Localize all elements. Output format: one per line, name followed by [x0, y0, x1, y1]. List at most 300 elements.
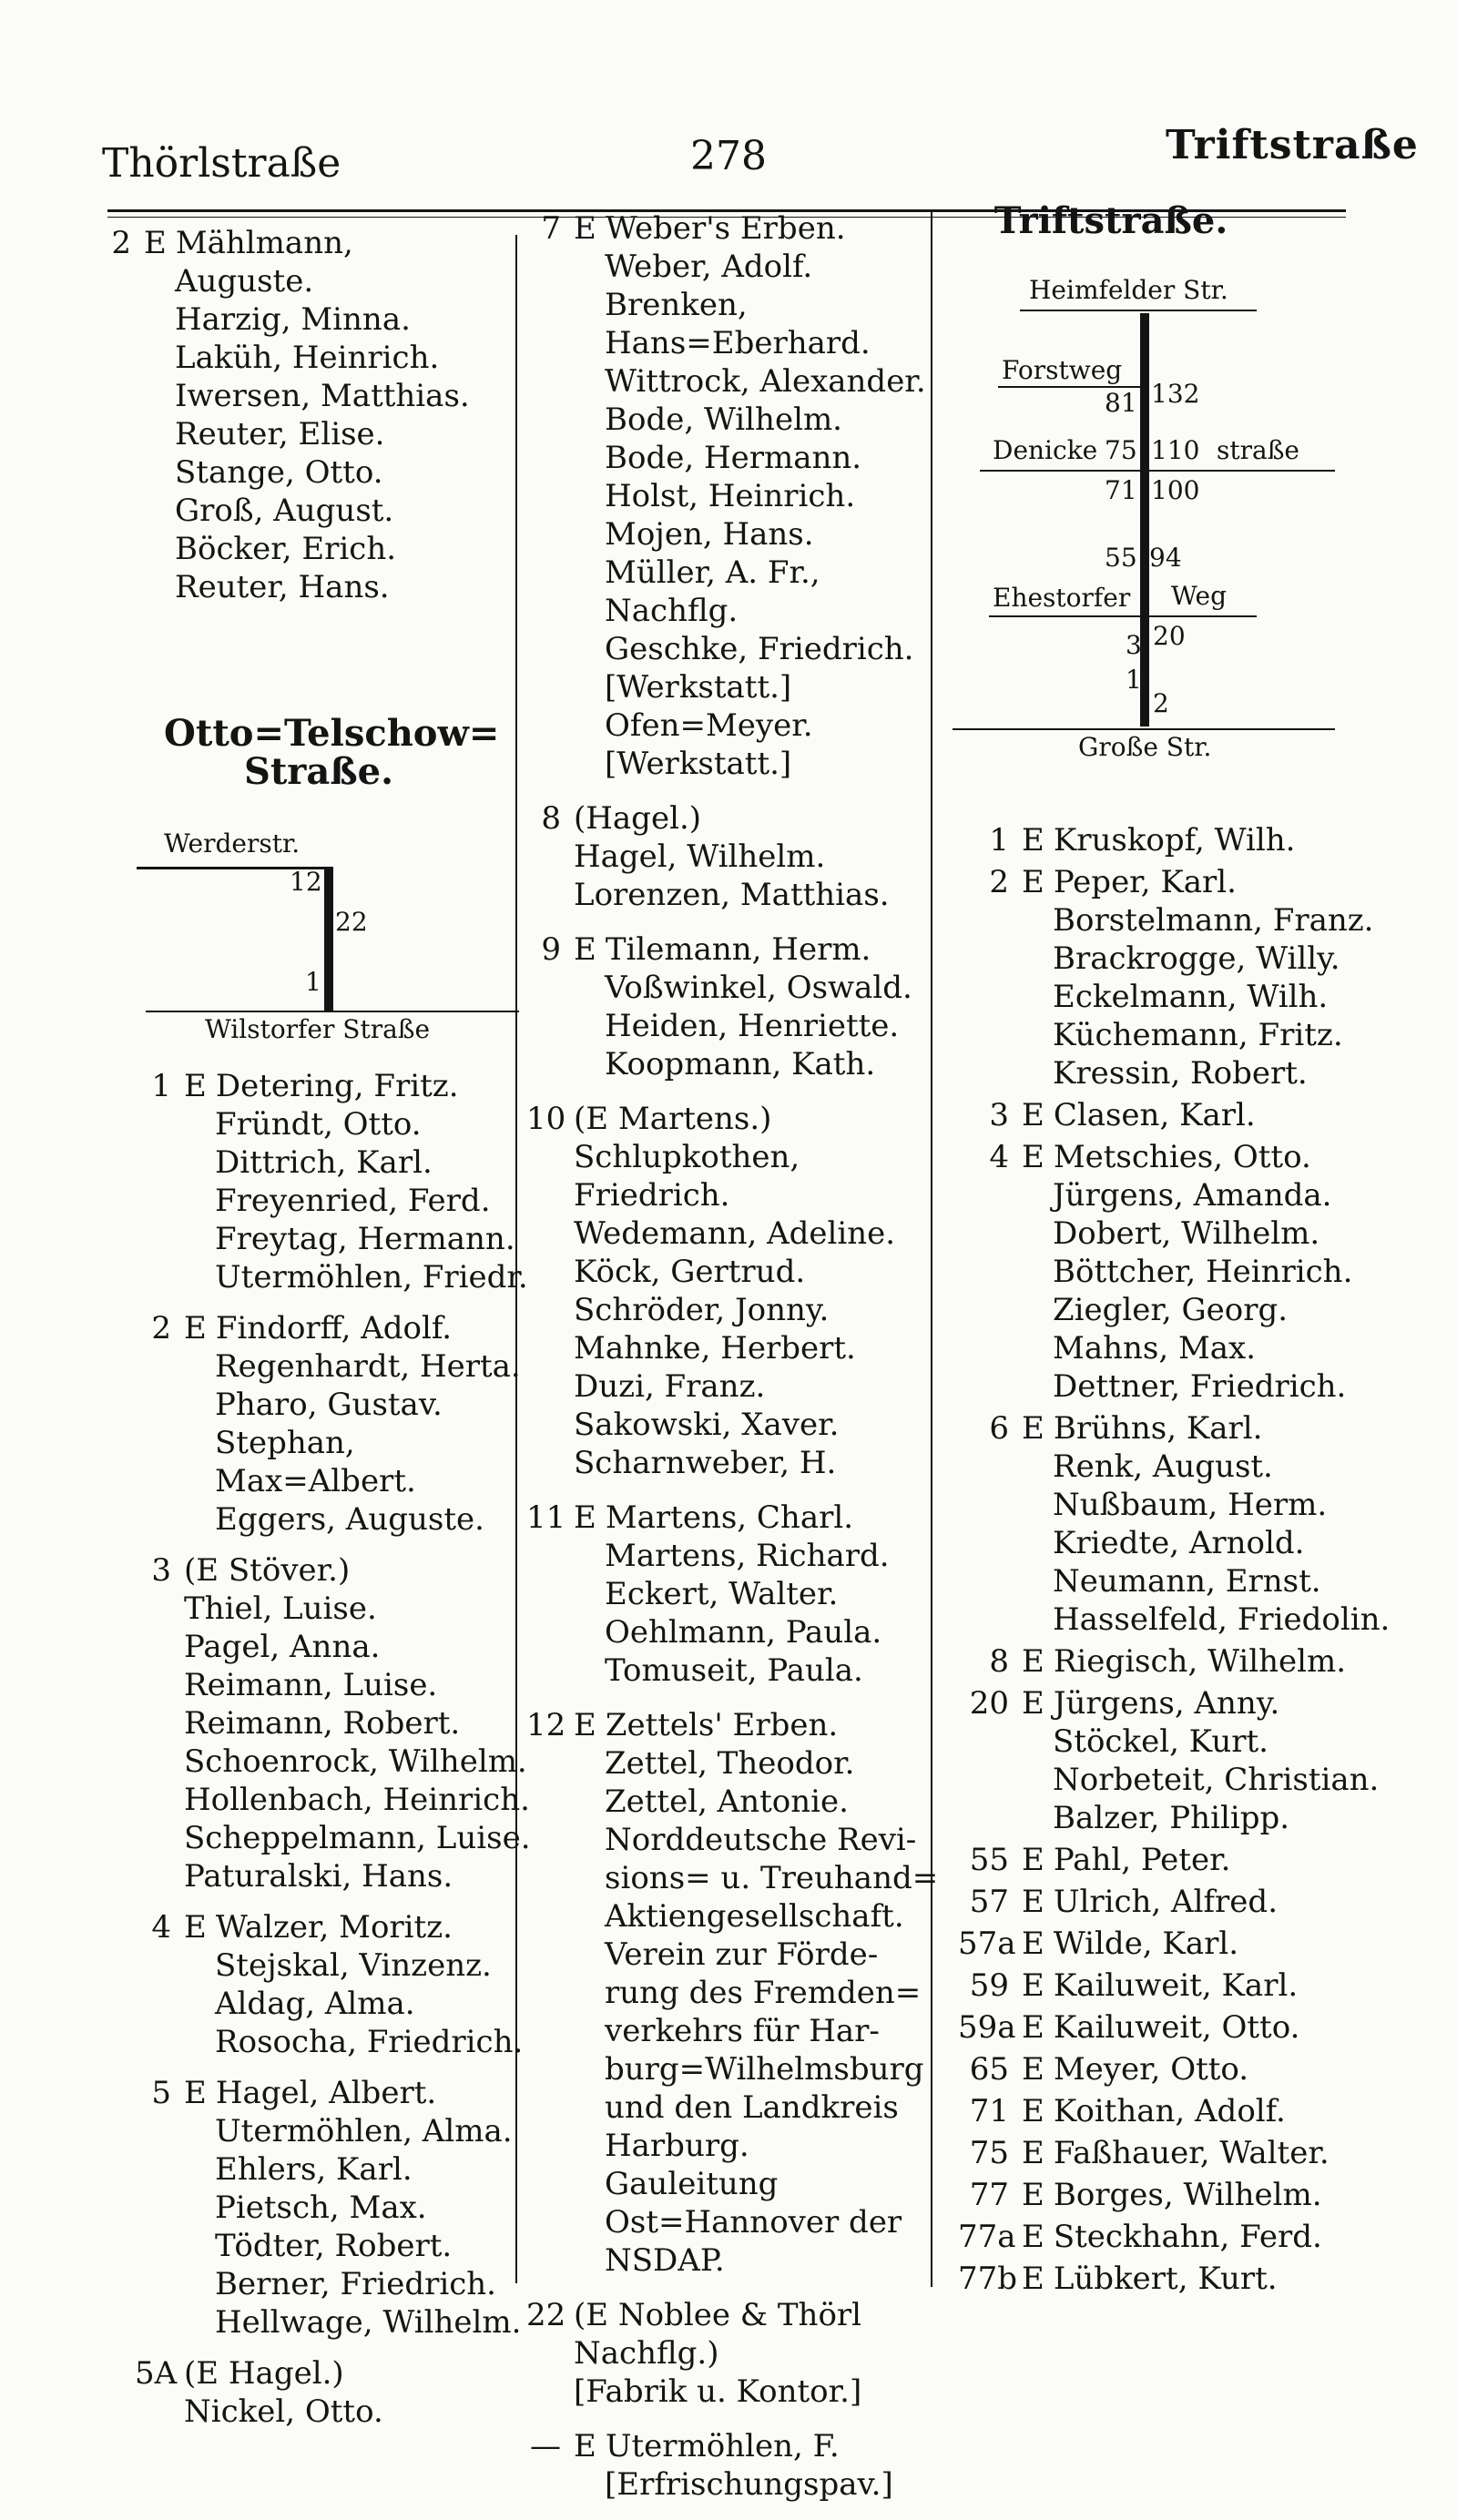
resident-name: Kressin, Robert.: [1053, 1055, 1308, 1092]
resident-name: Meyer, Otto.: [1053, 2051, 1249, 2088]
owner-marker: E: [184, 1310, 207, 1346]
resident-name: Aktiengesellschaft.: [605, 1898, 904, 1935]
entry-line: [526, 1537, 938, 1575]
house-number: 59a: [958, 2009, 1016, 2046]
map-forstweg: Forstweg: [1002, 355, 1123, 385]
resident-name: Faßhauer, Walter.: [1053, 2135, 1330, 2171]
map-n71: 71: [1105, 475, 1137, 505]
resident-name: Dettner, Friedrich.: [1053, 1368, 1347, 1405]
entry-gap: [526, 2280, 938, 2296]
entry-line: [135, 2023, 531, 2061]
entry-line: [135, 1309, 531, 1347]
entry-line: [526, 745, 938, 783]
entry-line: [135, 1985, 531, 2023]
resident-name: Hellwage, Wilhelm.: [215, 2304, 522, 2341]
resident-name: Gauleitung: [605, 2166, 779, 2202]
resident-name: Dittrich, Karl.: [215, 1144, 433, 1181]
resident-name: Mojen, Hans.: [605, 516, 814, 553]
entry-line: [526, 554, 938, 592]
entry-gap: [135, 1895, 531, 1908]
entry-line: [135, 2150, 531, 2189]
house-number: 7: [541, 210, 561, 247]
map-n81: 81: [1105, 388, 1137, 418]
resident-name: Scheppelmann, Luise.: [184, 1820, 531, 1856]
entry-line: [526, 930, 938, 969]
resident-name: Tilemann, Herm.: [605, 931, 871, 968]
resident-name: Harburg.: [605, 2128, 749, 2164]
resident-name: Thiel, Luise.: [184, 1590, 377, 1627]
resident-name: Utermöhlen, Alma.: [215, 2113, 513, 2149]
owner-marker: E: [1022, 864, 1044, 900]
resident-name: Böttcher, Heinrich.: [1053, 1254, 1353, 1290]
owner-marker: E: [1022, 2261, 1044, 2297]
resident-name: rung des Fremden=: [605, 1975, 922, 2011]
resident-name: [Werkstatt.]: [605, 669, 792, 706]
house-number: —: [530, 2428, 561, 2464]
entry-line: [958, 2176, 1390, 2214]
owner-marker: E: [1022, 1410, 1044, 1447]
entry-line: [109, 530, 470, 568]
resident-name: Verein zur Förde-: [605, 1936, 879, 1973]
house-number: 2: [151, 1310, 171, 1346]
entry-gap: [135, 1296, 531, 1309]
resident-name: Wilde, Karl.: [1053, 1926, 1239, 1962]
entry-line: [958, 1291, 1390, 1329]
resident-name: Reuter, Elise.: [175, 416, 385, 452]
house-number: 77b: [958, 2261, 1018, 2297]
entry-line: [135, 1500, 531, 1539]
map-heimfelder: Heimfelder Str.: [1029, 275, 1228, 305]
resident-name: (E Stöver.): [184, 1552, 351, 1589]
resident-name: [Werkstatt.]: [605, 746, 792, 782]
resident-name: burg=Wilhelmsburg: [605, 2051, 924, 2088]
owner-marker: E: [184, 1909, 207, 1946]
entry-line: [135, 1182, 531, 1220]
map-denicke-road: [980, 470, 1335, 472]
entry-line: [526, 362, 938, 401]
resident-name: Eckert, Walter.: [605, 1576, 839, 1612]
entry-gap: [526, 1482, 938, 1499]
entry-line: [526, 248, 938, 286]
resident-name: Rosocha, Friedrich.: [215, 2024, 524, 2060]
entry-gap: [526, 2411, 938, 2427]
column-1-bottom: [135, 1067, 531, 2444]
resident-name: Utermöhlen, F.: [605, 2428, 840, 2464]
entry-line: [526, 1291, 938, 1329]
map-denicke: Denicke: [993, 435, 1098, 465]
entry-line: [526, 668, 938, 706]
entry-line: [526, 2465, 938, 2504]
resident-name: Voßwinkel, Oswald.: [605, 970, 912, 1006]
resident-name: Riegisch, Wilhelm.: [1053, 1643, 1347, 1680]
entry-line: [135, 1462, 531, 1500]
entry-line: [958, 1367, 1390, 1406]
house-number: 9: [541, 931, 561, 968]
resident-name: Scharnweber, H.: [574, 1445, 837, 1481]
resident-name: Reuter, Hans.: [175, 569, 390, 605]
resident-name: Pahl, Peter.: [1053, 1842, 1231, 1878]
resident-name: Kruskopf, Wilh.: [1053, 822, 1296, 859]
resident-name: Fründt, Otto.: [215, 1106, 422, 1143]
entry-line: [526, 1329, 938, 1367]
entry-line: [958, 2218, 1390, 2256]
house-number: 11: [526, 1499, 566, 1536]
entry-line: [958, 1722, 1390, 1761]
resident-name: Peper, Karl.: [1053, 864, 1237, 900]
resident-name: Findorff, Adolf.: [215, 1310, 453, 1346]
resident-name: Borges, Wilhelm.: [1053, 2177, 1322, 2213]
resident-name: Ehlers, Karl.: [215, 2151, 413, 2188]
entry-line: [109, 224, 470, 262]
map-n100: 100: [1151, 475, 1200, 505]
entry-line: [526, 1974, 938, 2012]
entry-line: [958, 2050, 1390, 2088]
entry-line: [135, 1946, 531, 1985]
resident-name: Lübkert, Kurt.: [1053, 2261, 1278, 2297]
entry-line: [526, 630, 938, 668]
house-number: 4: [989, 1139, 1009, 1175]
resident-name: Nachflg.): [574, 2335, 719, 2372]
map-werderstr: Werderstr.: [164, 828, 301, 859]
resident-name: Ofen=Meyer.: [605, 707, 813, 744]
resident-name: Zettel, Antonie.: [605, 1783, 849, 1820]
house-number: 6: [989, 1410, 1009, 1447]
entry-line: [135, 1704, 531, 1743]
entry-line: [958, 1096, 1390, 1134]
resident-name: Müller, A. Fr.,: [605, 554, 820, 591]
entry-line: [135, 1386, 531, 1424]
map-weg: Weg: [1171, 581, 1227, 611]
resident-name: (E Martens.): [574, 1101, 772, 1137]
resident-name: Freytag, Hermann.: [215, 1221, 515, 1257]
resident-name: sions= u. Treuhand=: [605, 1860, 939, 1896]
resident-name: Detering, Fritz.: [215, 1068, 459, 1104]
map-n2-trift: 2: [1153, 688, 1169, 718]
entry-gap: [526, 1083, 938, 1100]
house-number: 8: [989, 1643, 1009, 1680]
resident-name: Kailuweit, Karl.: [1053, 1967, 1299, 2004]
map-wilstorfer: Wilstorfer Straße: [205, 1014, 431, 1044]
entry-line: [958, 2092, 1390, 2130]
entry-line: [135, 1143, 531, 1182]
resident-name: Nußbaum, Herm.: [1053, 1487, 1328, 1523]
entry-line: [526, 592, 938, 630]
entry-line: [958, 1642, 1390, 1681]
owner-marker: E: [574, 1707, 596, 1743]
resident-name: Tomuseit, Paula.: [605, 1652, 863, 1689]
resident-name: Jürgens, Anny.: [1053, 1685, 1280, 1722]
resident-name: Koopmann, Kath.: [605, 1046, 876, 1082]
map-n110: 110: [1151, 435, 1200, 465]
owner-marker: E: [574, 931, 596, 968]
entry-line: [526, 209, 938, 248]
owner-marker: E: [1022, 1884, 1044, 1920]
resident-name: (Hagel.): [574, 800, 702, 837]
owner-marker: E: [574, 2428, 596, 2464]
entry-line: [958, 2008, 1390, 2047]
map-heimfelder-road: [1020, 310, 1257, 311]
entry-line: [135, 2393, 531, 2431]
house-number: 12: [526, 1707, 566, 1743]
entry-line: [135, 1628, 531, 1666]
resident-name: Jürgens, Amanda.: [1053, 1177, 1332, 1214]
resident-name: Nickel, Otto.: [184, 2393, 383, 2430]
resident-name: Zettels' Erben.: [605, 1707, 839, 1743]
entry-line: [526, 1936, 938, 1974]
owner-marker: E: [574, 210, 596, 247]
entry-line: [135, 1857, 531, 1895]
owner-marker: E: [1022, 1967, 1044, 2004]
entry-line: [958, 1214, 1390, 1253]
resident-name: Schröder, Jonny.: [574, 1292, 830, 1328]
resident-name: und den Landkreis: [605, 2089, 899, 2126]
resident-name: Balzer, Philipp.: [1053, 1800, 1290, 1836]
entry-line: [958, 978, 1390, 1016]
resident-name: Wittrock, Alexander.: [605, 363, 926, 400]
entry-line: [958, 1524, 1390, 1562]
house-number: 2: [111, 225, 131, 261]
resident-name: Groß, August.: [175, 493, 394, 529]
entry-line: [958, 1448, 1390, 1486]
entry-line: [526, 324, 938, 362]
entry-line: [526, 1783, 938, 1821]
resident-name: Borstelmann, Franz.: [1053, 902, 1374, 939]
resident-name: Laküh, Heinrich.: [175, 340, 440, 376]
owner-marker: E: [1022, 1643, 1044, 1680]
entry-line: [958, 1562, 1390, 1600]
resident-name: Auguste.: [175, 263, 314, 300]
resident-name: Reimann, Luise.: [184, 1667, 438, 1703]
resident-name: Reimann, Robert.: [184, 1705, 461, 1742]
resident-name: [Erfrischungspav.]: [605, 2466, 893, 2503]
entry-line: [958, 1600, 1390, 1639]
entry-line: [526, 2012, 938, 2050]
resident-name: Regenhardt, Herta.: [215, 1348, 521, 1385]
entry-line: [526, 1859, 938, 1897]
resident-name: Norbeteit, Christian.: [1053, 1762, 1380, 1798]
house-number: 4: [151, 1909, 171, 1946]
entry-line: [526, 401, 938, 439]
resident-name: Nachflg.: [605, 593, 739, 629]
resident-name: Hagel, Albert.: [215, 2075, 437, 2111]
entry-line: [526, 2165, 938, 2203]
owner-marker: E: [1022, 2051, 1044, 2088]
resident-name: Brenken,: [605, 287, 748, 323]
resident-name: Tödter, Robert.: [215, 2228, 453, 2264]
owner-marker: E: [1022, 1139, 1044, 1175]
entry-line: [958, 1486, 1390, 1524]
entry-line: [526, 2050, 938, 2088]
resident-name: Bode, Wilhelm.: [605, 401, 842, 438]
entry-line: [135, 1819, 531, 1857]
entry-line: [958, 1054, 1390, 1092]
resident-name: Martens, Richard.: [605, 1538, 890, 1574]
resident-name: Friedrich.: [574, 1177, 730, 1214]
resident-name: Hollenbach, Heinrich.: [184, 1782, 530, 1818]
entry-line: [958, 1841, 1390, 1879]
entry-gap: [135, 2342, 531, 2354]
house-number: 75: [969, 2135, 1009, 2171]
entry-line: [958, 901, 1390, 940]
entry-line: [135, 1220, 531, 1258]
entry-line: [135, 1105, 531, 1143]
map-strasse: straße: [1217, 435, 1299, 465]
resident-name: Sakowski, Xaver.: [574, 1407, 840, 1443]
owner-marker: E: [574, 1499, 596, 1536]
entry-line: [526, 1706, 938, 1744]
entry-line: [526, 1744, 938, 1783]
resident-name: Mahnke, Herbert.: [574, 1330, 856, 1367]
entry-line: [109, 492, 470, 530]
entry-line: [526, 1651, 938, 1690]
resident-name: Duzi, Franz.: [574, 1368, 766, 1405]
resident-name: Geschke, Friedrich.: [605, 631, 914, 667]
house-number: 5: [151, 2075, 171, 2111]
entry-line: [109, 568, 470, 606]
entry-line: [135, 1743, 531, 1781]
resident-name: NSDAP.: [605, 2242, 725, 2279]
entry-line: [526, 1367, 938, 1406]
house-number: 20: [969, 1685, 1009, 1722]
house-number: 1: [151, 1068, 171, 1104]
entry-line: [958, 2134, 1390, 2172]
house-number: 77a: [958, 2219, 1016, 2255]
house-number: 8: [541, 800, 561, 837]
entry-line: [526, 1821, 938, 1859]
map-n3: 3: [1126, 630, 1142, 660]
map-n94: 94: [1149, 543, 1182, 573]
resident-name: Ost=Hannover der: [605, 2204, 902, 2241]
map-n12: 12: [290, 867, 322, 897]
map-ehestorfer: Ehestorfer: [993, 583, 1131, 613]
entry-line: [109, 415, 470, 453]
entry-line: [526, 1897, 938, 1936]
resident-name: Freyenried, Ferd.: [215, 1183, 491, 1219]
resident-name: Ziegler, Georg.: [1053, 1292, 1289, 1328]
page-number: 278: [690, 133, 767, 179]
entry-line: [135, 2227, 531, 2265]
entry-line: [135, 1424, 531, 1462]
map-n22: 22: [335, 907, 368, 937]
entry-line: [135, 1551, 531, 1590]
entry-line: [526, 706, 938, 745]
resident-name: verkehrs für Har-: [605, 2013, 880, 2049]
resident-name: Utermöhlen, Friedr.: [215, 1259, 528, 1296]
resident-name: Norddeutsche Revi-: [605, 1822, 917, 1858]
map-grosse-road: [953, 728, 1335, 730]
resident-name: Mahns, Max.: [1053, 1330, 1257, 1367]
entry-line: [526, 2241, 938, 2280]
owner-marker: E: [1022, 1097, 1044, 1133]
entry-line: [526, 1253, 938, 1291]
resident-name: Metschies, Otto.: [1053, 1139, 1311, 1175]
entry-line: [958, 940, 1390, 978]
column-2: [526, 209, 938, 2520]
house-number: 2: [989, 864, 1009, 900]
entry-line: [958, 1684, 1390, 1722]
section-title-triftstrasse: Triftstraße.: [993, 199, 1228, 242]
owner-marker: E: [184, 2075, 207, 2111]
resident-name: Koithan, Adolf.: [1053, 2093, 1286, 2129]
entry-line: [526, 439, 938, 477]
owner-marker: E: [1022, 2177, 1044, 2213]
entry-line: [958, 1016, 1390, 1054]
resident-name: Stange, Otto.: [175, 454, 383, 491]
map-n75: 75: [1105, 435, 1137, 465]
entry-line: [958, 1761, 1390, 1799]
house-number: 3: [151, 1552, 171, 1589]
house-number: 22: [526, 2297, 566, 2333]
resident-name: Brühns, Karl.: [1053, 1410, 1263, 1447]
entry-line: [109, 300, 470, 339]
resident-name: Ulrich, Alfred.: [1053, 1884, 1278, 1920]
entry-line: [135, 2265, 531, 2303]
resident-name: Holst, Heinrich.: [605, 478, 856, 514]
resident-name: Weber's Erben.: [605, 210, 846, 247]
entry-line: [526, 1613, 938, 1651]
entry-line: [135, 2189, 531, 2227]
running-head-right: Triftstraße: [1166, 122, 1419, 168]
entry-line: [958, 1799, 1390, 1837]
entry-line: [135, 1908, 531, 1946]
entry-gap: [958, 2298, 1390, 2302]
resident-name: Böcker, Erich.: [175, 531, 397, 567]
entry-line: [135, 1666, 531, 1704]
resident-name: Walzer, Moritz.: [215, 1909, 453, 1946]
resident-name: Brackrogge, Willy.: [1053, 940, 1340, 977]
resident-name: Heiden, Henriette.: [605, 1008, 900, 1044]
entry-line: [526, 799, 938, 838]
entry-line: [958, 821, 1390, 859]
resident-name: Küchemann, Fritz.: [1053, 1017, 1343, 1053]
resident-name: Stephan,: [215, 1425, 355, 1461]
entry-line: [958, 863, 1390, 901]
entry-line: [526, 1100, 938, 1138]
map-n1: 1: [305, 967, 321, 997]
entry-line: [526, 2427, 938, 2465]
entry-line: [526, 286, 938, 324]
entry-line: [958, 1966, 1390, 2005]
entry-line: [526, 1045, 938, 1083]
section-title-strasse: Straße.: [243, 750, 394, 793]
owner-marker: E: [1022, 1685, 1044, 1722]
entry-line: [135, 1258, 531, 1296]
map-n55: 55: [1105, 543, 1137, 573]
resident-name: Schoenrock, Wilhelm.: [184, 1743, 527, 1780]
map-street-bar: [324, 867, 333, 1011]
house-number: 59: [969, 1967, 1009, 2004]
entry-line: [526, 2088, 938, 2127]
entry-line: [526, 477, 938, 515]
entry-line: [135, 1781, 531, 1819]
house-number: 71: [969, 2093, 1009, 2129]
resident-name: (E Hagel.): [184, 2355, 344, 2392]
entry-line: [135, 2354, 531, 2393]
owner-marker: E: [1022, 822, 1044, 859]
resident-name: Stöckel, Kurt.: [1053, 1723, 1269, 1760]
resident-name: Harzig, Minna.: [175, 301, 411, 338]
resident-name: Aldag, Alma.: [215, 1986, 415, 2022]
column-3-entries: [958, 821, 1390, 2302]
resident-name: Stejskal, Vinzenz.: [215, 1947, 492, 1984]
resident-name: Lorenzen, Matthias.: [574, 877, 890, 913]
house-number: 57: [969, 1884, 1009, 1920]
house-number: 5A: [135, 2355, 178, 2392]
entry-gap: [526, 914, 938, 930]
entry-gap: [135, 1539, 531, 1551]
owner-marker: E: [1022, 2135, 1044, 2171]
resident-name: Köck, Gertrud.: [574, 1254, 806, 1290]
